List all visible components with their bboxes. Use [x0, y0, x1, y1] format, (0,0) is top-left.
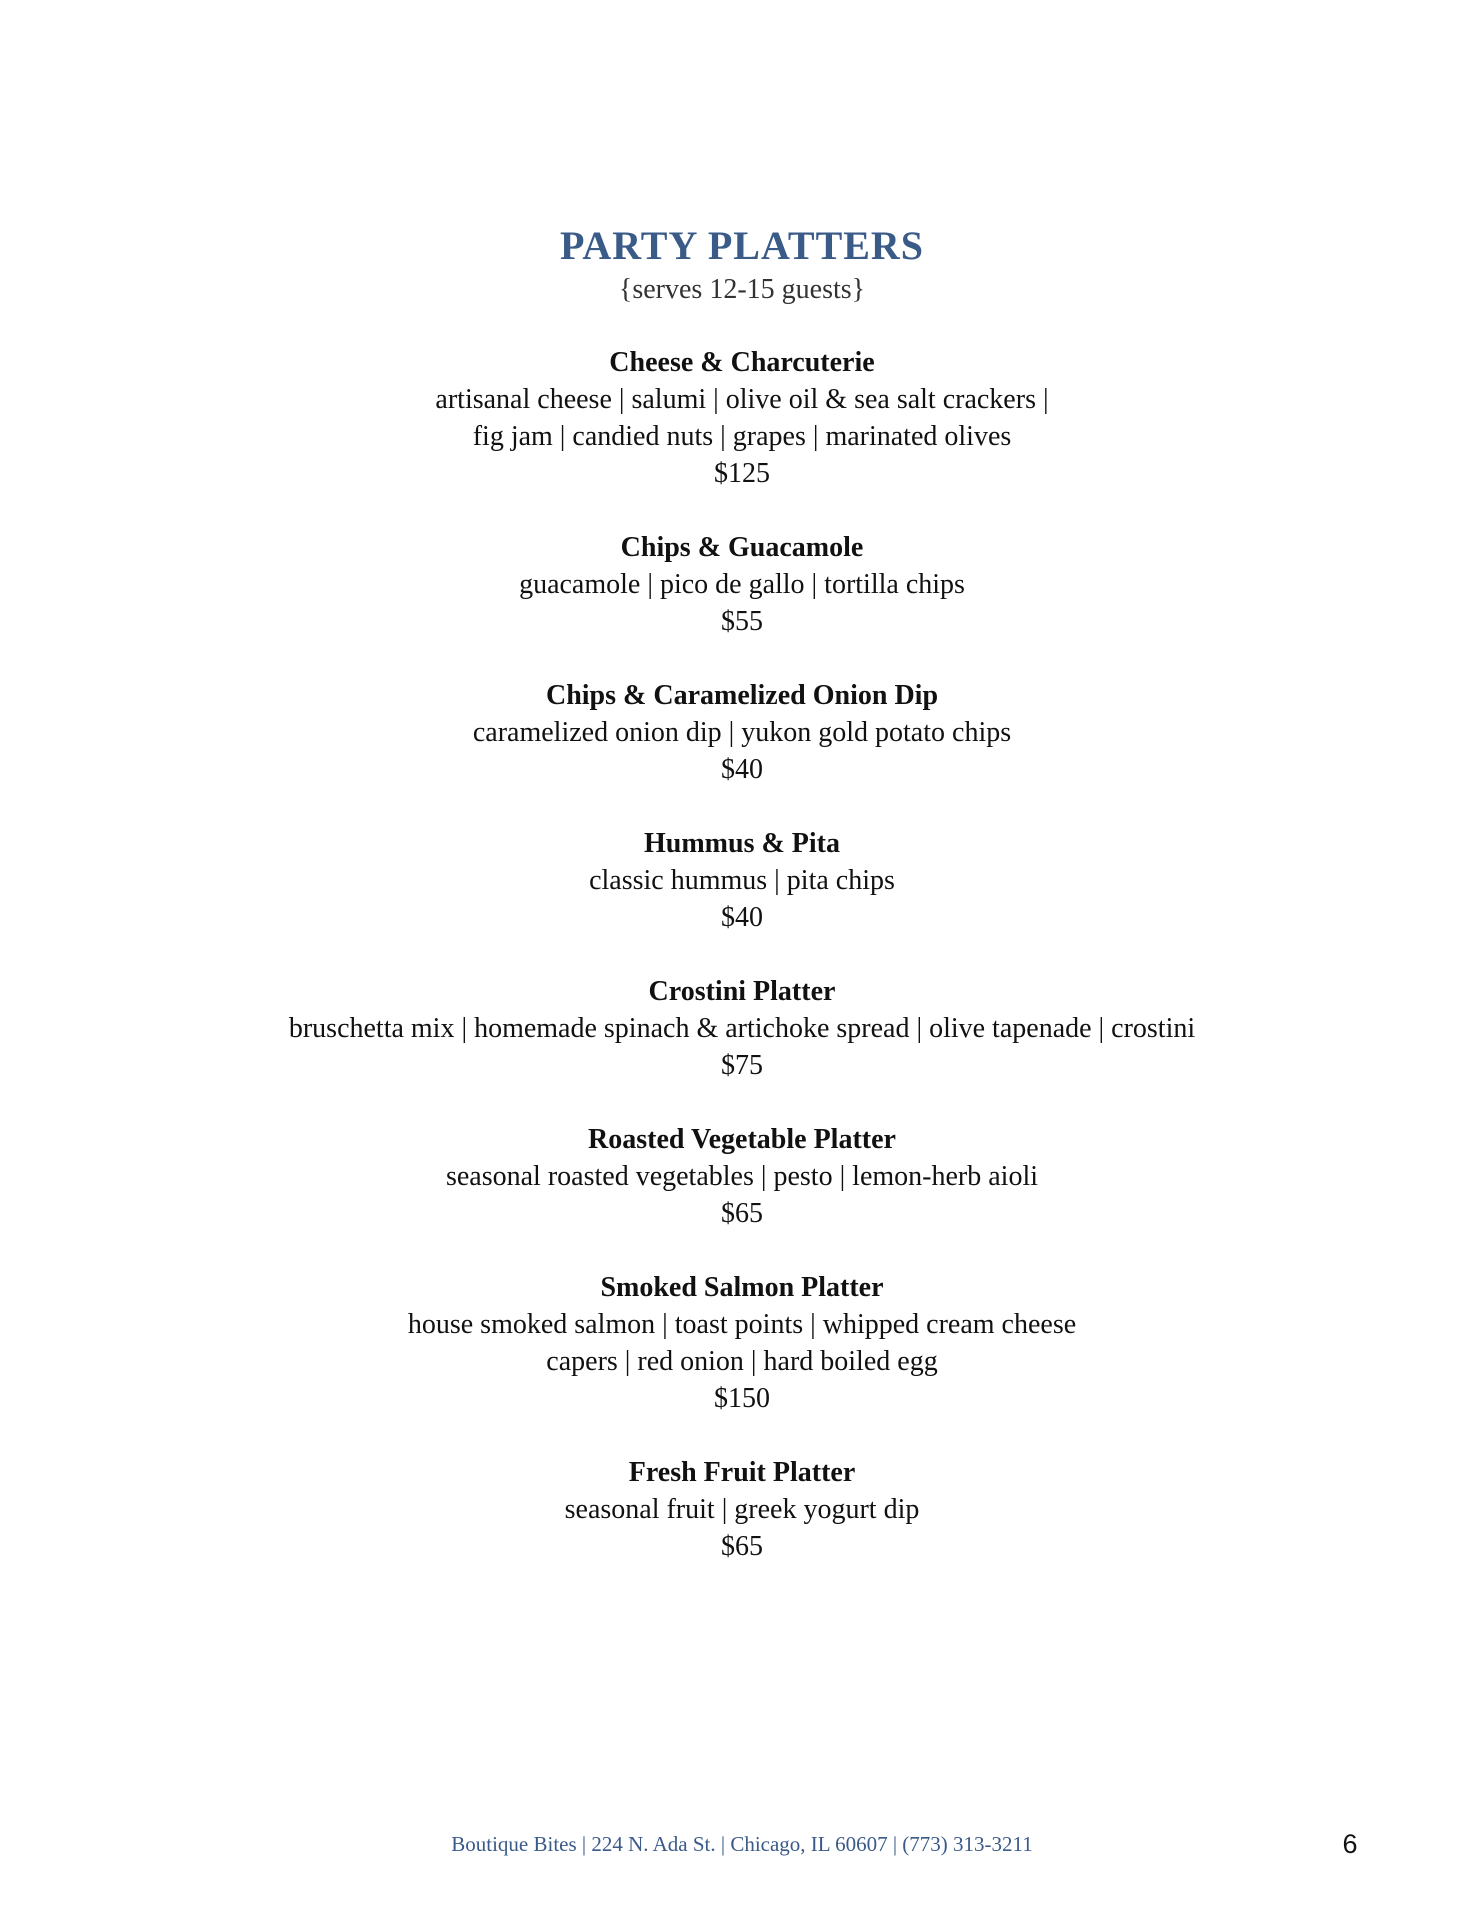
item-price: $40 — [721, 754, 763, 785]
menu-item — [0, 1121, 1484, 1232]
item-description: artisanal cheese | salumi | olive oil & sea salt crackers | — [435, 384, 1049, 415]
item-name: Chips & Guacamole — [620, 532, 864, 563]
page-subtitle: {serves 12-15 guests} — [618, 274, 866, 305]
item-description: seasonal roasted vegetables | pesto | lemon-herb aioli — [445, 1161, 1039, 1192]
item-description: house smoked salmon | toast points | whipped cream cheese — [407, 1309, 1077, 1340]
item-description: classic hummus | pita chips — [589, 865, 895, 896]
menu-item — [0, 825, 1484, 936]
menu-item — [0, 677, 1484, 788]
menu-item — [0, 1454, 1484, 1565]
menu-item — [0, 973, 1484, 1084]
item-name: Crostini Platter — [648, 976, 836, 1007]
item-price: $75 — [721, 1050, 763, 1081]
footer-contact: Boutique Bites | 224 N. Ada St. | Chicago, IL 60607 | (773) 313-3211 — [451, 1832, 1033, 1856]
item-price: $55 — [721, 606, 763, 637]
item-description: caramelized onion dip | yukon gold potato chips — [472, 717, 1012, 748]
item-name: Smoked Salmon Platter — [600, 1272, 884, 1303]
item-description: bruschetta mix | homemade spinach & artichoke spread | olive tapenade | crostini — [288, 1013, 1196, 1044]
item-price: $65 — [721, 1531, 763, 1562]
menu-item — [0, 344, 1484, 492]
item-description: guacamole | pico de gallo | tortilla chips — [519, 569, 965, 600]
item-description: seasonal fruit | greek yogurt dip — [564, 1494, 920, 1525]
item-price: $65 — [721, 1198, 763, 1229]
page-title: PARTY PLATTERS — [559, 223, 925, 268]
item-name: Roasted Vegetable Platter — [588, 1124, 896, 1155]
item-description: capers | red onion | hard boiled egg — [546, 1346, 938, 1377]
item-name: Fresh Fruit Platter — [628, 1457, 856, 1488]
item-price: $150 — [714, 1383, 770, 1414]
item-price: $40 — [721, 902, 763, 933]
platter-menu — [0, 344, 1484, 1602]
page-number: 6 — [1342, 1829, 1358, 1859]
menu-item — [0, 529, 1484, 640]
menu-item — [0, 1269, 1484, 1417]
item-price: $125 — [714, 458, 770, 489]
item-description: fig jam | candied nuts | grapes | marinated olives — [472, 421, 1012, 452]
item-name: Cheese & Charcuterie — [609, 347, 875, 378]
item-name: Chips & Caramelized Onion Dip — [545, 680, 939, 711]
item-name: Hummus & Pita — [644, 828, 840, 859]
